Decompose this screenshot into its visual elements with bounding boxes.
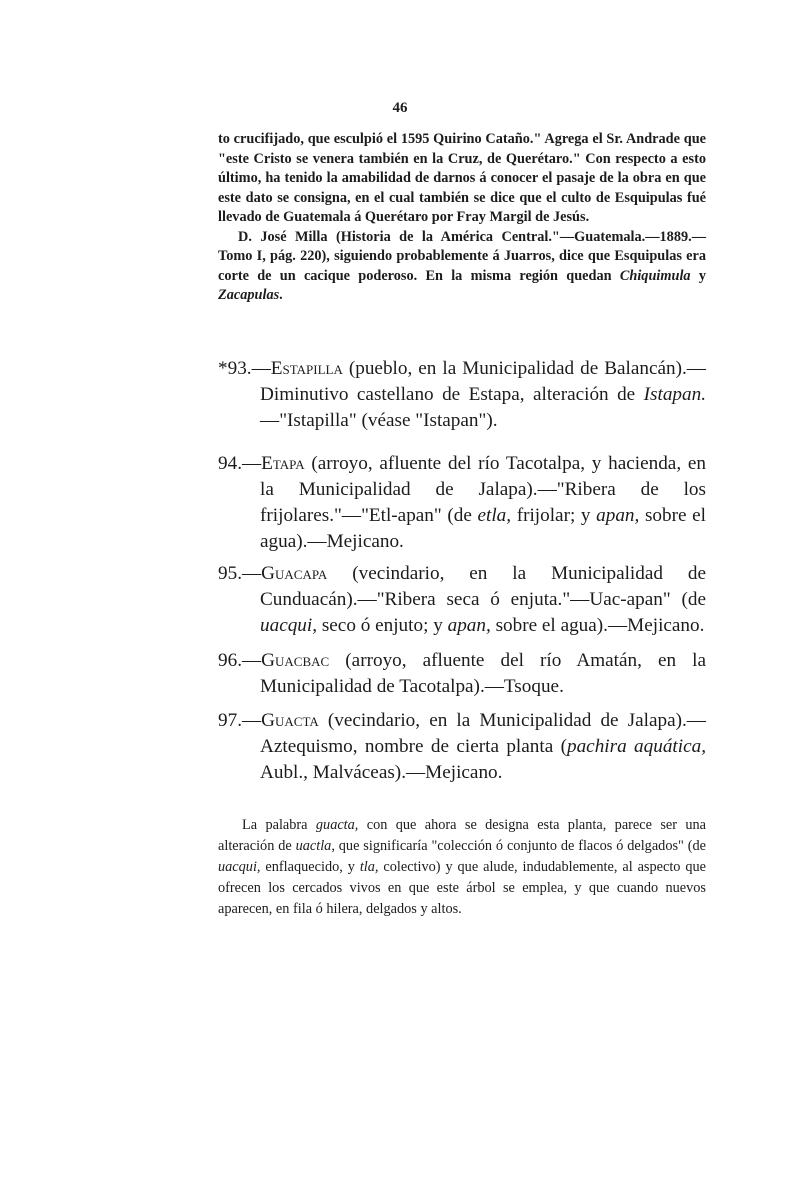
milla-text: D. José Milla (Historia de la América Central."—Guatemala.—1889.—Tomo I, pág. 220), siguiendo probablemente á Juarros, dice que Esquipulas era corte de un cacique poderoso. En la misma región quedan <box>218 228 706 284</box>
footnote-paragraph <box>218 815 706 920</box>
note-italic: guacta, <box>315 817 359 833</box>
continuation-paragraph: to crucifijado, que esculpió el 1595 Quirino Cataño." Agrega el Sr. Andrade que "este Cristo se venera también en la Cruz, de Querétaro." Con respecto a esto último, ha tenido la amabilidad de darnos á conocer el pasaje de la obra en que este dato se consigna, en el cual también se dice que el culto de Esquipulas fué llevado de Guatemala á Querétaro por Fray Margil de Jesús. <box>218 131 706 225</box>
entry-94 <box>218 451 706 555</box>
note-text: colectivo) y que alude, indudablemente, al aspecto que ofrecen los cercados vivos en que este árbol se emplea, y que cuando nuevos aparecen, en fila ó hilera, delgados y altos. <box>218 859 707 917</box>
entry-text: (vecindario, en la Municipalidad de Jalapa).—Aztequismo, nombre de cierta planta ( <box>260 710 706 757</box>
entry-text: seco ó enjuto; y <box>317 615 448 636</box>
entry-italic: etla, <box>477 505 512 526</box>
entry-text: (vecindario, en la Municipalidad de Cunduacán).—"Ribera seca ó enjuta."—Uac-apan" (de <box>260 563 706 610</box>
entry-number: 97.— <box>218 710 262 731</box>
entry-97 <box>218 708 706 786</box>
place-chiquimula: Chiquimula <box>619 267 691 284</box>
entry-italic: pachira aquática, <box>566 736 706 757</box>
page-number: 46 <box>392 100 408 116</box>
entry-headword: Guacbac <box>261 650 330 671</box>
note-text: con que ahora se designa esta planta, parece ser una alteración de <box>218 817 707 854</box>
entry-text: sobre el agua).—Mejicano. <box>490 615 705 636</box>
entry-93 <box>218 356 706 434</box>
entry-number: *93.— <box>218 358 271 379</box>
note-text: La palabra <box>242 817 316 833</box>
milla-paragraph <box>218 228 706 306</box>
milla-text-end: . <box>279 287 283 303</box>
entry-number: 94.— <box>218 453 262 474</box>
entry-text: (arroyo, afluente del río Tacotalpa, y hacienda, en la Municipalidad de Jalapa).—"Ribera de los frijolares."—"Etl-apan" (de <box>260 453 706 526</box>
footnote <box>218 815 706 920</box>
note-italic: tla, <box>359 859 379 875</box>
entry-text: frijolar; y <box>511 505 597 526</box>
entry-italic: uacqui, <box>260 615 318 636</box>
note-text: enflaquecido, y <box>260 859 360 875</box>
entry-text: —"Istapilla" (véase "Istapan"). <box>260 410 498 431</box>
note-italic: uacqui, <box>218 859 261 875</box>
entry-headword: Estapilla <box>270 358 343 379</box>
milla-text-join: y <box>690 267 706 284</box>
note-italic: uactla, <box>295 838 335 854</box>
entry-headword: Guacapa <box>261 563 328 584</box>
entry-text: (pueblo, en la Municipalidad de Balancán).—Diminutivo castellano de Estapa, alteración de <box>260 358 706 405</box>
entry-96 <box>218 648 706 700</box>
entry-italic: apan, <box>447 615 491 636</box>
entry-italic: apan, <box>596 505 640 526</box>
entry-headword: Guacta <box>261 710 319 731</box>
entry-headword: Etapa <box>261 453 305 474</box>
entry-text: Aubl., Malváceas).—Mejicano. <box>260 762 503 783</box>
entry-number: 95.— <box>218 563 262 584</box>
entry-text: (arroyo, afluente del río Amatán, en la Municipalidad de Tacotalpa).—Tsoque. <box>260 650 706 697</box>
entry-text: sobre el agua).—Mejicano. <box>260 505 706 552</box>
continuation-notes <box>218 130 706 306</box>
place-zacapulas: Zacapulas <box>218 287 280 303</box>
note-text: que significaría "colección ó conjunto de flacos ó delgados" (de <box>334 838 706 854</box>
entry-italic: Istapan. <box>643 384 706 405</box>
entry-95 <box>218 561 706 639</box>
entry-number: 96.— <box>218 650 262 671</box>
